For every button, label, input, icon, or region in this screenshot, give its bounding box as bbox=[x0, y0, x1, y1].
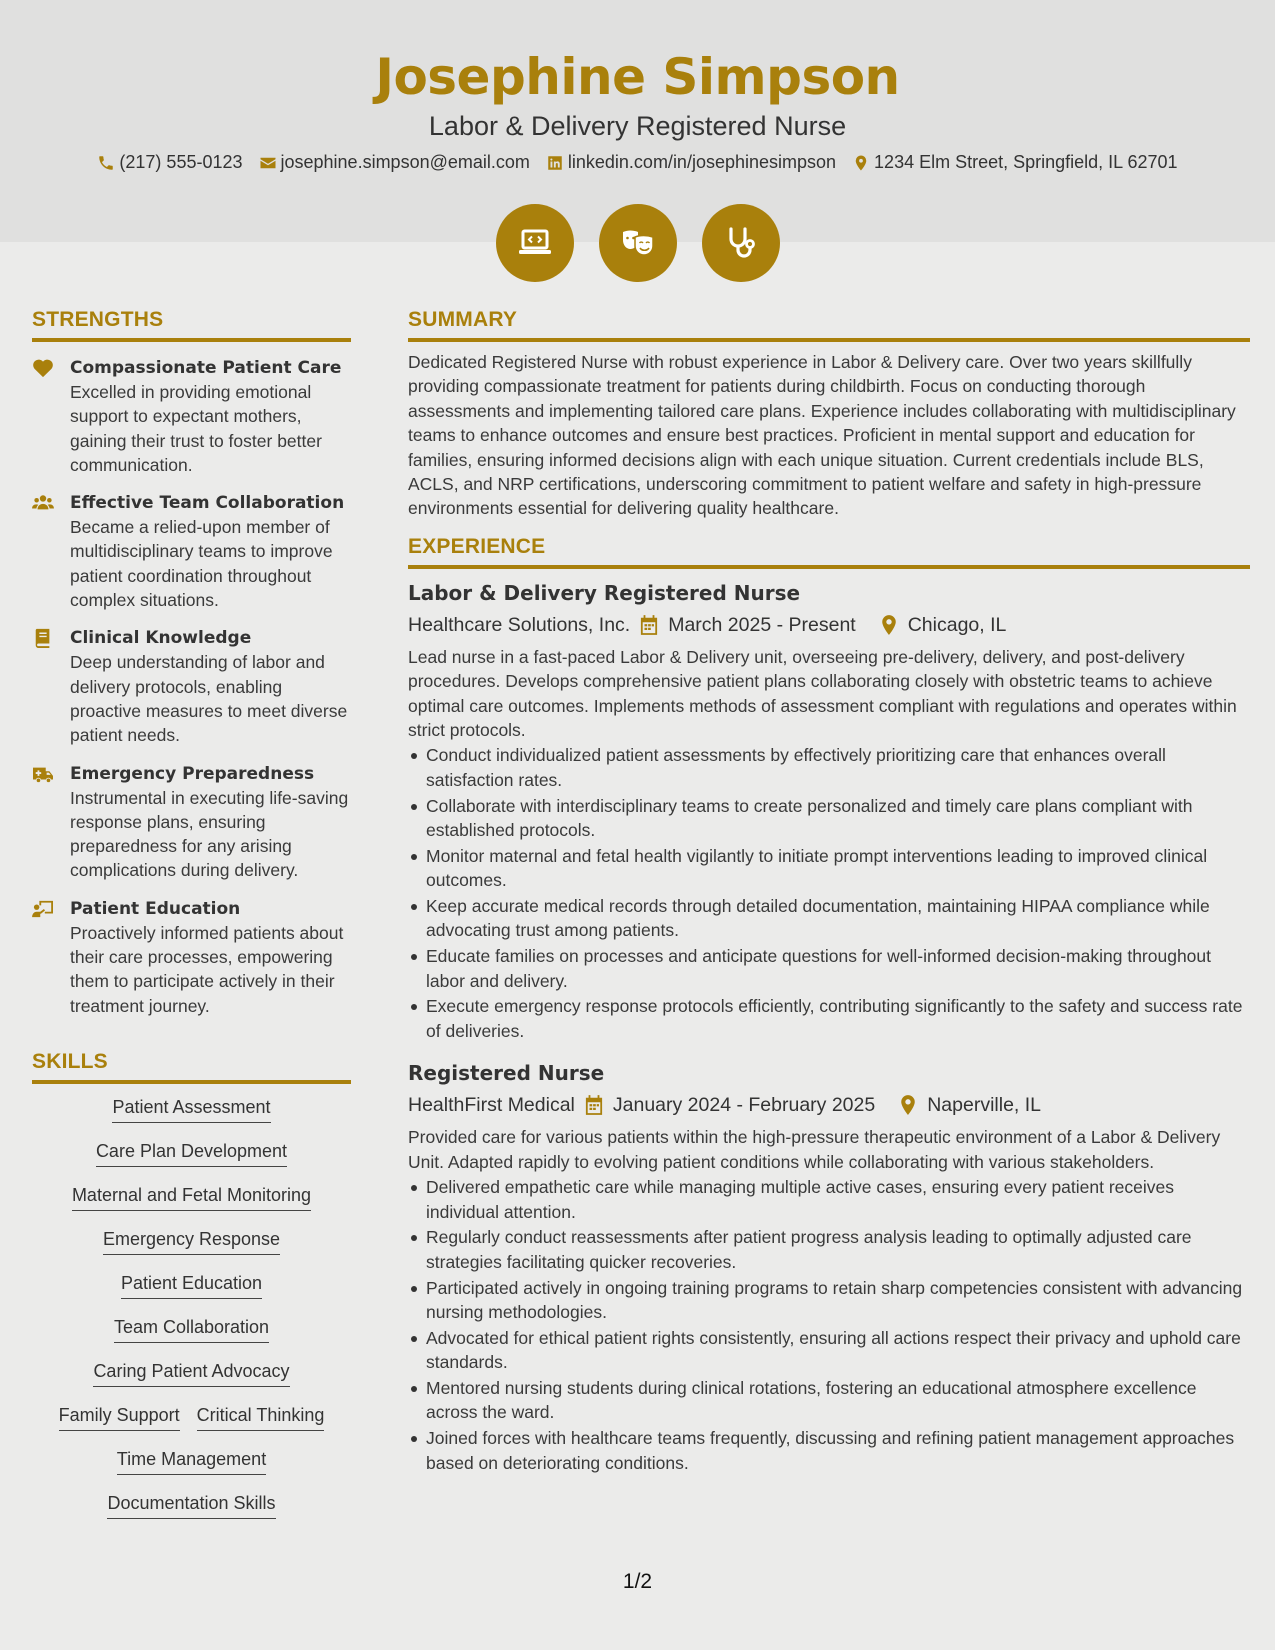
job-bullets bbox=[408, 743, 1250, 1043]
job-role: Registered Nurse bbox=[408, 1061, 605, 1086]
contact-bar bbox=[0, 152, 1275, 173]
skill-tag: Caring Patient Advocacy bbox=[93, 1360, 289, 1387]
job-bullet: Delivered empathetic care while managing multiple active cases, ensuring every patient receives individual attention. bbox=[408, 1175, 1250, 1224]
badge-stethoscope bbox=[702, 204, 780, 282]
linkedin-icon bbox=[546, 154, 564, 172]
job-bullet: Collaborate with interdisciplinary teams to create personalized and timely care plans compliant with established protocols. bbox=[408, 794, 1250, 843]
theater-masks-icon bbox=[618, 223, 658, 263]
strength-title: Clinical Knowledge bbox=[70, 628, 252, 649]
job-bullet: Mentored nursing students during clinical rotations, fostering an educational atmosphere excellence across the ward. bbox=[408, 1376, 1250, 1425]
strength-title: Emergency Preparedness bbox=[70, 763, 315, 784]
skills-list bbox=[32, 1096, 351, 1519]
job-description: Lead nurse in a fast-paced Labor & Delivery unit, overseeing pre-delivery, delivery, and post-delivery procedures. Develops comprehensive patient plans collaborating closely with obstetric teams to achieve optimal care outcomes. Implements methods of assessment compliant with regulations and operates within strict protocols. bbox=[408, 646, 1237, 741]
summary-heading: SUMMARY bbox=[408, 308, 1250, 342]
icon-badges bbox=[0, 204, 1275, 282]
job-company: HealthFirst Medical bbox=[408, 1094, 575, 1117]
calendar-icon bbox=[585, 1095, 603, 1115]
strength-item bbox=[32, 762, 351, 883]
strength-item bbox=[32, 626, 351, 747]
strength-title: Compassionate Patient Care bbox=[70, 358, 342, 378]
strength-item bbox=[32, 356, 351, 477]
skill-tag: Team Collaboration bbox=[114, 1316, 269, 1343]
job-meta bbox=[408, 611, 1250, 639]
contact-address-text: 1234 Elm Street, Springfield, IL 62701 bbox=[874, 152, 1178, 172]
contact-email-text: josephine.simpson@email.com bbox=[280, 152, 530, 172]
location-icon bbox=[899, 1095, 917, 1115]
contact-phone-text: (217) 555-0123 bbox=[119, 152, 243, 172]
contact-linkedin-text: linkedin.com/in/josephinesimpson bbox=[567, 152, 837, 172]
job-bullet: Advocated for ethical patient rights consistently, ensuring all actions respect their privacy and uphold care standards. bbox=[408, 1326, 1250, 1375]
skill-tag: Documentation Skills bbox=[107, 1492, 275, 1519]
job-description: Provided care for various patients within the high-pressure therapeutic environment of a Labor & Delivery Unit. Adapted rapidly to evolving patient conditions while collaborating with various stakeholders. bbox=[408, 1127, 1221, 1172]
job-entry bbox=[408, 1059, 1250, 1475]
strength-desc: Excelled in providing emotional support to expectant mothers, gaining their trust to foster better communication. bbox=[70, 382, 322, 475]
skill-tag: Critical Thinking bbox=[197, 1404, 325, 1431]
job-entry bbox=[408, 579, 1250, 1043]
location-icon bbox=[852, 154, 870, 172]
job-location: Naperville, IL bbox=[927, 1094, 1042, 1117]
right-column bbox=[408, 308, 1250, 1476]
ambulance-icon bbox=[32, 764, 54, 784]
job-bullet: Conduct individualized patient assessments by effectively prioritizing care that enhances overall satisfaction rates. bbox=[408, 743, 1250, 792]
stethoscope-icon bbox=[721, 223, 761, 263]
skill-tag: Patient Education bbox=[121, 1272, 262, 1299]
strength-title: Effective Team Collaboration bbox=[70, 493, 345, 514]
skill-tag: Emergency Response bbox=[103, 1228, 280, 1255]
page-number: 1/2 bbox=[622, 1570, 653, 1593]
skills-heading: SKILLS bbox=[32, 1050, 351, 1084]
contact-address bbox=[852, 152, 1178, 173]
users-icon bbox=[32, 493, 54, 513]
strength-desc: Proactively informed patients about their care processes, empowering them to participate actively in their treatment journey. bbox=[70, 922, 344, 1016]
job-dates: January 2024 - February 2025 bbox=[612, 1094, 876, 1117]
summary-text: Dedicated Registered Nurse with robust experience in Labor & Delivery care. Over two years skillfully providing compassionate treatment for patients during childbirth. Focus on conducting thorough assessments and implementing tailored care plans. Experience includes collaborating with multidisciplinary teams to enhance outcomes and ensure best practices. Proficient in mental support and education for families, ensuring informed decisions align with each unique situation. Current credentials include BLS, ACLS, and NRP certifications, underscoring commitment to patient welfare and safety in high-pressure environments essential for delivering quality healthcare. bbox=[408, 352, 1236, 519]
skill-tag: Family Support bbox=[59, 1404, 180, 1431]
strength-title: Patient Education bbox=[70, 898, 241, 919]
job-location: Chicago, IL bbox=[907, 613, 1007, 636]
candidate-title: Labor & Delivery Registered Nurse bbox=[428, 111, 847, 141]
job-role: Labor & Delivery Registered Nurse bbox=[408, 580, 801, 605]
heart-icon bbox=[32, 358, 54, 378]
calendar-icon bbox=[640, 615, 658, 635]
job-bullet: Regularly conduct reassessments after patient progress analysis leading to optimally adjusted care strategies facilitating quicker recoveries. bbox=[408, 1225, 1250, 1274]
strength-desc: Deep understanding of labor and delivery protocols, enabling proactive measures to meet diverse patient needs. bbox=[70, 652, 348, 746]
badge-masks bbox=[599, 204, 677, 282]
job-meta bbox=[408, 1091, 1250, 1119]
chalkboard-teacher-icon bbox=[32, 899, 54, 919]
strength-item bbox=[32, 897, 351, 1018]
left-column bbox=[32, 308, 351, 1519]
job-bullet: Educate families on processes and anticipate questions for well-informed decision-making throughout labor and delivery. bbox=[408, 944, 1250, 993]
job-bullet: Joined forces with healthcare teams frequently, discussing and refining patient management approaches based on deteriorating conditions. bbox=[408, 1426, 1250, 1475]
contact-linkedin[interactable] bbox=[546, 152, 836, 173]
book-icon bbox=[32, 628, 54, 648]
phone-icon bbox=[97, 154, 115, 172]
location-icon bbox=[880, 615, 898, 635]
job-bullet: Monitor maternal and fetal health vigilantly to initiate prompt interventions leading to improved clinical outcomes. bbox=[408, 844, 1250, 893]
candidate-name: Josephine Simpson bbox=[375, 48, 900, 106]
job-dates: March 2025 - Present bbox=[668, 613, 856, 636]
skill-tag: Patient Assessment bbox=[112, 1096, 270, 1123]
laptop-code-icon bbox=[515, 223, 555, 263]
strength-desc: Became a relied-upon member of multidisciplinary teams to improve patient coordination throughout complex situations. bbox=[70, 517, 333, 611]
job-bullets bbox=[408, 1175, 1250, 1475]
contact-phone[interactable] bbox=[97, 152, 242, 173]
skill-tag: Care Plan Development bbox=[96, 1140, 287, 1167]
experience-heading: EXPERIENCE bbox=[408, 535, 1250, 569]
strength-item bbox=[32, 491, 351, 612]
job-bullet: Keep accurate medical records through detailed documentation, maintaining HIPAA compliance while advocating trust among patients. bbox=[408, 894, 1250, 943]
skill-tag: Time Management bbox=[117, 1448, 266, 1475]
email-icon bbox=[259, 154, 277, 172]
strengths-heading: STRENGTHS bbox=[32, 308, 351, 342]
skill-tag: Maternal and Fetal Monitoring bbox=[72, 1184, 311, 1211]
job-bullet: Execute emergency response protocols efficiently, contributing significantly to the safety and success rate of deliveries. bbox=[408, 994, 1250, 1043]
job-company: Healthcare Solutions, Inc. bbox=[408, 613, 631, 636]
badge-laptop bbox=[496, 204, 574, 282]
strength-desc: Instrumental in executing life-saving response plans, ensuring preparedness for any arising complications during delivery. bbox=[70, 787, 349, 881]
contact-email[interactable] bbox=[259, 152, 530, 173]
job-bullet: Participated actively in ongoing training programs to retain sharp competencies consistent with advancing nursing methodologies. bbox=[408, 1276, 1250, 1325]
